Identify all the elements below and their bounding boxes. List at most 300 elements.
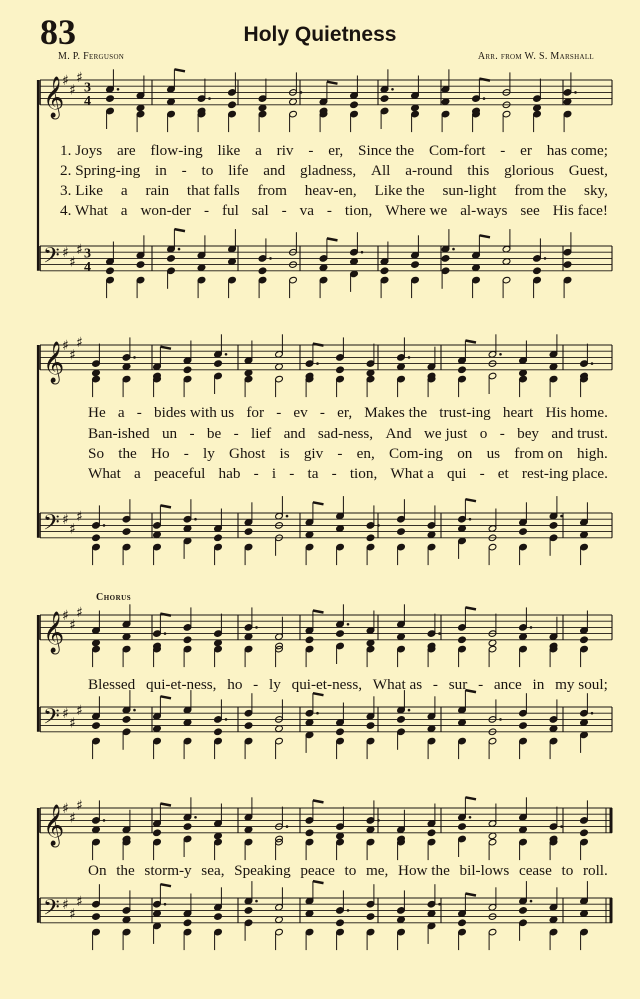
note-head — [244, 369, 253, 377]
lyric-word: - — [337, 445, 343, 462]
note-beam — [465, 341, 476, 343]
lyric-word: storm-y — [144, 862, 192, 879]
note-head — [244, 528, 253, 536]
bass-clef-icon: 𝄢 — [43, 895, 60, 926]
note-beam — [465, 499, 476, 501]
lyric-word: - — [189, 425, 195, 442]
note-head — [350, 258, 359, 266]
lyric-word: cease — [518, 862, 552, 879]
lyric-word: won-der — [140, 202, 192, 219]
note-head — [167, 255, 176, 263]
note-head — [380, 95, 389, 103]
lyric-word: for — [246, 404, 265, 421]
lyric-word: ly — [269, 676, 281, 693]
lyric-word: - — [253, 465, 259, 482]
note-head — [153, 829, 162, 837]
note-head — [533, 104, 542, 112]
note-head — [183, 919, 192, 927]
lyric-word: et — [497, 465, 509, 482]
lyric-word: - — [253, 676, 259, 693]
dot-mark — [178, 248, 181, 251]
lyric-word: ta — [307, 465, 319, 482]
lyric-word: that falls — [186, 182, 240, 199]
dot-mark — [469, 518, 472, 521]
note-beam — [313, 693, 324, 695]
lyric-word: His face! — [552, 202, 608, 219]
dot-mark — [194, 816, 197, 819]
dot-mark — [591, 362, 594, 365]
note-head — [214, 639, 223, 647]
lyric-word: me, — [365, 862, 389, 879]
verse-line-2-cont — [88, 426, 608, 441]
lyric-word: ev — [293, 404, 308, 421]
lyric-word: ful — [221, 202, 239, 219]
lyric-word: roll. — [582, 862, 608, 879]
verse-line-3-cont — [88, 446, 608, 461]
lyric-word: to — [561, 862, 574, 879]
dot-mark — [391, 88, 394, 91]
note-head — [563, 261, 572, 269]
lyric-word: er — [520, 142, 532, 159]
note-head — [580, 531, 589, 539]
dot-mark — [208, 97, 211, 100]
lyric-word: er, — [328, 142, 344, 159]
lyric-word: qui-et-ness, — [291, 676, 363, 693]
lyric-word: er, — [337, 404, 353, 421]
lyric-word: His home. — [545, 404, 608, 421]
note-beam — [465, 607, 476, 609]
dot-mark — [316, 712, 319, 715]
hymn-title: Holy Quietness — [243, 23, 397, 46]
note-head — [122, 633, 131, 641]
note-head — [244, 633, 253, 641]
lyric-word: to — [201, 162, 214, 179]
note-head — [92, 369, 101, 377]
note-head — [519, 369, 528, 377]
note-head — [183, 525, 192, 533]
lyric-word: 4. What — [60, 202, 108, 219]
treble-clef-icon: 𝄞 — [43, 611, 65, 653]
lyric-word: are — [117, 142, 136, 159]
dot-mark — [560, 825, 563, 828]
lyric-word: - — [479, 465, 485, 482]
lyric-word: bey — [517, 425, 540, 442]
lyric-word: - — [331, 465, 337, 482]
note-head — [305, 719, 314, 727]
verse-line-1-cont — [88, 405, 608, 420]
lyric-word: in — [155, 162, 167, 179]
lyric-word: - — [181, 162, 187, 179]
lyric-word: heav-en, — [304, 182, 357, 199]
note-head — [92, 534, 101, 542]
verse-line-4 — [60, 203, 608, 218]
dot-mark — [544, 257, 547, 260]
note-beam — [313, 800, 324, 802]
lyric-word: has come; — [546, 142, 608, 159]
lyric-word: - — [478, 676, 484, 693]
note-head — [397, 916, 406, 924]
lyric-word: Like the — [374, 182, 425, 199]
sharp-icon: ♯ — [62, 897, 69, 914]
dot-mark — [103, 524, 106, 527]
note-beam — [313, 611, 324, 613]
note-head — [488, 832, 497, 840]
treble-clef-icon: 𝄞 — [43, 76, 65, 118]
lyric-word: - — [136, 404, 142, 421]
sharp-icon: ♯ — [76, 703, 83, 720]
note-head — [427, 910, 436, 918]
note-head — [519, 528, 528, 536]
lyric-word: ance — [493, 676, 522, 693]
note-head — [275, 363, 284, 371]
note-head — [106, 267, 115, 275]
lyric-word: flow-ing — [150, 142, 203, 159]
lyric-word: What a — [390, 465, 434, 482]
note-head — [92, 639, 101, 647]
lyric-word: va — [299, 202, 314, 219]
lyric-word: Ghost — [229, 445, 266, 462]
note-beam — [465, 894, 476, 896]
lyric-word: gladness, — [300, 162, 357, 179]
sharp-icon: ♯ — [69, 254, 76, 271]
note-beam — [174, 229, 185, 231]
note-head — [319, 264, 328, 272]
dot-mark — [499, 353, 502, 356]
note-head — [458, 366, 467, 374]
note-head — [580, 910, 589, 918]
note-head — [305, 636, 314, 644]
lyric-word: trust-ing — [439, 404, 491, 421]
dot-mark — [361, 251, 364, 254]
note-head — [167, 98, 176, 106]
lyric-word: from the — [514, 182, 567, 199]
lyric-word: be — [206, 425, 222, 442]
note-head — [214, 360, 223, 368]
lyric-word: high. — [576, 445, 608, 462]
time-signature-top: 3 — [84, 80, 91, 96]
bass-clef-icon: 𝄢 — [43, 510, 60, 541]
dot-mark — [530, 626, 533, 629]
lyric-word: from on — [514, 445, 563, 462]
lyric-word: see — [520, 202, 540, 219]
note-head — [106, 95, 115, 103]
dot-mark — [452, 248, 455, 251]
dot-mark — [286, 825, 289, 828]
note-head — [397, 363, 406, 371]
note-head — [122, 363, 131, 371]
note-head — [289, 98, 298, 106]
dot-mark — [347, 909, 350, 912]
dot-mark — [377, 819, 380, 822]
verse-line-3 — [60, 183, 608, 198]
dot-mark — [225, 353, 228, 356]
lyric-word: What as — [372, 676, 423, 693]
note-head — [580, 636, 589, 644]
dot-mark — [469, 816, 472, 819]
dot-mark — [530, 900, 533, 903]
lyric-word: a — [120, 182, 128, 199]
note-head — [411, 261, 420, 269]
lyricist-credit: M. P. Ferguson — [58, 51, 125, 62]
dot-mark — [300, 91, 303, 94]
note-head — [136, 104, 145, 112]
note-head — [336, 630, 345, 638]
note-head — [92, 913, 101, 921]
lyric-word: and — [283, 425, 306, 442]
sharp-icon: ♯ — [62, 73, 69, 89]
lyric-word: 3. Like — [60, 182, 104, 199]
sharp-icon: ♯ — [69, 906, 76, 923]
note-head — [397, 633, 406, 641]
dot-mark — [560, 515, 563, 518]
note-head — [336, 919, 345, 927]
note-head — [488, 639, 497, 647]
sharp-icon: ♯ — [69, 810, 76, 827]
note-head — [153, 531, 162, 539]
dot-mark — [269, 257, 272, 260]
dot-mark — [438, 632, 441, 635]
bass-clef-icon: 𝄢 — [43, 704, 60, 735]
note-head — [427, 531, 436, 539]
note-head — [258, 104, 267, 112]
note-head — [472, 264, 481, 272]
note-head — [441, 255, 450, 263]
note-head — [122, 916, 131, 924]
note-head — [366, 722, 375, 730]
sharp-icon: ♯ — [69, 715, 76, 732]
lyric-word: Com-fort — [428, 142, 486, 159]
lyric-word: - — [233, 425, 239, 442]
lyric-word: en, — [356, 445, 375, 462]
lyric-word: peace — [300, 862, 335, 879]
lyric-word: and — [263, 162, 286, 179]
chorus-label: Chorus — [96, 592, 132, 603]
lyric-word: i — [271, 465, 277, 482]
lyric-word: Speaking — [234, 862, 291, 879]
lyric-word: - — [499, 425, 505, 442]
note-beam — [327, 238, 338, 240]
lyric-word: So — [88, 445, 105, 462]
lyric-word: ho — [227, 676, 243, 693]
sharp-icon: ♯ — [76, 242, 83, 259]
hymn-number: 83 — [40, 12, 76, 52]
lyric-word: - — [203, 202, 210, 219]
dot-mark — [499, 718, 502, 721]
note-head — [549, 522, 558, 530]
note-head — [366, 913, 375, 921]
lyric-word: Ho — [150, 445, 170, 462]
note-head — [336, 832, 345, 840]
lyric-word: lief — [250, 425, 272, 442]
note-head — [533, 267, 542, 275]
note-head — [519, 633, 528, 641]
lyric-word: sea, — [201, 862, 225, 879]
lyric-word: heart — [502, 404, 534, 421]
note-head — [244, 826, 253, 834]
dot-mark — [255, 626, 258, 629]
note-head — [502, 258, 511, 266]
lyric-word: al-ways — [460, 202, 508, 219]
note-head — [183, 823, 192, 831]
dot-mark — [408, 356, 411, 359]
sharp-icon: ♯ — [62, 801, 69, 817]
note-head — [549, 916, 558, 924]
lyric-word: we just — [423, 425, 468, 442]
note-head — [458, 919, 467, 927]
dot-mark — [164, 632, 167, 635]
lyric-word: - — [319, 404, 325, 421]
dot-mark — [377, 524, 380, 527]
lyric-word: - — [500, 142, 506, 159]
lyric-word: hab — [218, 465, 241, 482]
lyric-word: - — [276, 404, 282, 421]
lyric-word: 2. Spring-ing — [60, 162, 141, 179]
dot-mark — [164, 903, 167, 906]
note-head — [305, 531, 314, 539]
lyric-word: Com-ing — [389, 445, 444, 462]
sharp-icon: ♯ — [76, 69, 83, 86]
note-head — [580, 719, 589, 727]
note-head — [519, 722, 528, 730]
note-head — [336, 366, 345, 374]
note-beam — [160, 884, 171, 886]
note-head — [336, 728, 345, 736]
lyric-word: the — [118, 445, 137, 462]
lyric-word: us — [486, 445, 501, 462]
bass-clef-icon: 𝄢 — [43, 243, 60, 274]
lyric-word: giv — [303, 445, 324, 462]
lyric-word: - — [432, 676, 438, 693]
note-head — [549, 363, 558, 371]
lyric-word: How the — [397, 862, 450, 879]
lyric-word: this — [467, 162, 490, 179]
dot-mark — [408, 709, 411, 712]
lyric-word: - — [281, 202, 287, 219]
sharp-icon: ♯ — [62, 706, 69, 723]
note-head — [214, 832, 223, 840]
note-beam — [160, 505, 171, 507]
note-head — [92, 826, 101, 834]
note-beam — [160, 696, 171, 698]
note-head — [214, 728, 223, 736]
dot-mark — [194, 518, 197, 521]
lyric-word: sal — [251, 202, 269, 219]
lyric-word: a — [255, 142, 262, 159]
note-head — [258, 267, 267, 275]
lyric-word: qui — [447, 465, 467, 482]
note-head — [411, 104, 420, 112]
note-head — [380, 267, 389, 275]
lyric-word: Since the — [358, 142, 415, 159]
lyric-word: un — [161, 425, 178, 442]
note-head — [336, 525, 345, 533]
lyric-word: bil-lows — [459, 862, 510, 879]
note-head — [441, 98, 450, 106]
note-head — [244, 907, 253, 915]
sharp-icon: ♯ — [69, 347, 76, 364]
note-head — [122, 716, 131, 724]
dot-mark — [347, 623, 350, 626]
dot-mark — [117, 88, 120, 91]
dot-mark — [483, 97, 486, 100]
note-head — [228, 101, 237, 109]
sharp-icon: ♯ — [62, 512, 69, 529]
dot-mark — [591, 712, 594, 715]
dot-mark — [133, 709, 136, 712]
note-head — [458, 636, 467, 644]
lyric-word: And — [385, 425, 412, 442]
note-head — [275, 916, 284, 924]
lyric-word: qui-et-ness, — [146, 676, 217, 693]
note-beam — [160, 347, 171, 349]
lyric-word: on — [457, 445, 473, 462]
chorus-line-2 — [88, 863, 608, 878]
note-head — [427, 725, 436, 733]
lyric-word: 1. Joys — [60, 142, 103, 159]
lyric-word: and trust. — [551, 425, 608, 442]
lyric-word: Guest, — [568, 162, 608, 179]
note-head — [366, 826, 375, 834]
lyric-word: the — [116, 862, 135, 879]
time-signature-bottom: 4 — [84, 259, 91, 275]
lyric-word: life — [228, 162, 249, 179]
lyric-word: peaceful — [153, 465, 206, 482]
lyric-word: glorious — [504, 162, 554, 179]
note-beam — [313, 881, 324, 883]
lyric-word: o — [479, 425, 488, 442]
note-head — [519, 907, 528, 915]
note-head — [183, 636, 192, 644]
note-head — [563, 98, 572, 106]
sharp-icon: ♯ — [76, 894, 83, 911]
note-beam — [479, 235, 490, 237]
chorus-line-1 — [88, 677, 608, 692]
note-head — [183, 719, 192, 727]
note-head — [458, 719, 467, 727]
note-head — [228, 258, 237, 266]
lyric-word: On — [88, 862, 107, 879]
lyric-word: like — [217, 142, 241, 159]
dot-mark — [316, 362, 319, 365]
sharp-icon: ♯ — [62, 245, 69, 262]
note-head — [305, 829, 314, 837]
sharp-icon: ♯ — [69, 82, 76, 99]
dot-mark — [133, 356, 136, 359]
note-head — [197, 264, 206, 272]
verse-line-1 — [60, 143, 608, 158]
note-head — [275, 725, 284, 733]
note-head — [427, 829, 436, 837]
lyric-word: - — [289, 465, 295, 482]
treble-clef-icon: 𝄞 — [43, 341, 65, 383]
note-head — [366, 534, 375, 542]
note-head — [366, 369, 375, 377]
dot-mark — [438, 903, 441, 906]
lyric-word: bides with us — [154, 404, 235, 421]
note-head — [136, 261, 145, 269]
note-beam — [313, 502, 324, 504]
sharp-icon: ♯ — [76, 334, 83, 351]
note-head — [397, 716, 406, 724]
note-head — [122, 528, 131, 536]
time-signature-top: 3 — [84, 246, 91, 262]
lyric-word: He — [88, 404, 106, 421]
lyric-word: Where we — [385, 202, 448, 219]
dot-mark — [225, 718, 228, 721]
dot-mark — [286, 515, 289, 518]
lyric-word: Blessed — [88, 676, 136, 693]
lyric-word: my soul; — [555, 676, 608, 693]
